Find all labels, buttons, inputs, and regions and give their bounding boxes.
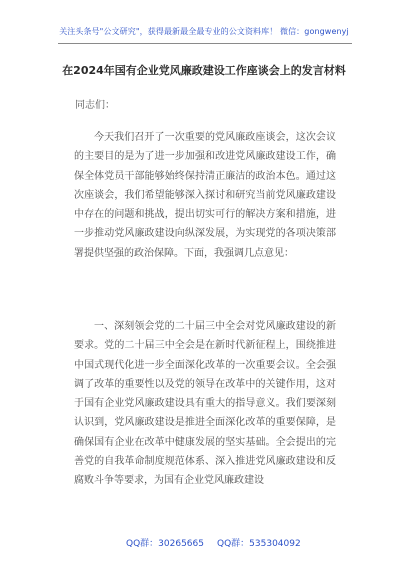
body-paragraph-2: 一、深刻领会党的二十届三中全会对党风廉政建设的新要求。党的二十届三中全会是在新时代新征程上，围绕推进中国式现代化进一步全面深化改革的一次重要会议。全会强调了改革的重要性以及党的领导在改革中的关键作用，这对于国有企业党风廉政建设具有重大的指导意义。我们要深刻认识到，党风廉政建设是推进全面深化改革的重要保障，是确保国有企业在改革中健康发展的坚实基础。全会提出的完善党的自我革命制度规范体系、深入推进党风廉政建设和反腐败斗争等要求，为国有企业党风廉政建设 <box>74 321 336 487</box>
footer-qq-group-2: QQ群：535304092 <box>217 539 301 549</box>
header-divider <box>58 43 352 44</box>
document-title: 在2024年国有企业党风廉政建设工作座谈会上的发言材料 <box>62 64 346 77</box>
salutation: 同志们： <box>75 100 115 111</box>
header-banner: 关注头条号"公文研究"，获得最新最全最专业的公文资料库！ 微信：gongwenyj <box>59 27 349 36</box>
footer-qq-group-1: QQ群：30265665 <box>126 539 204 549</box>
body-paragraph-1: 今天我们召开了一次重要的党风廉政座谈会，这次会议的主要目的是为了进一步加强和改进党风廉政建设工作，确保全体党员干部能够始终保持清正廉洁的政治本色。通过这次座谈会，我们希望能够深入探讨和研究当前党风廉政建设中存在的问题和挑战，提出切实可行的解决方案和措施，进一步推动党风廉政建设向纵深发展，为实现党的各项决策部署提供坚强的政治保障。下面，我强调几点意见： <box>74 132 336 259</box>
